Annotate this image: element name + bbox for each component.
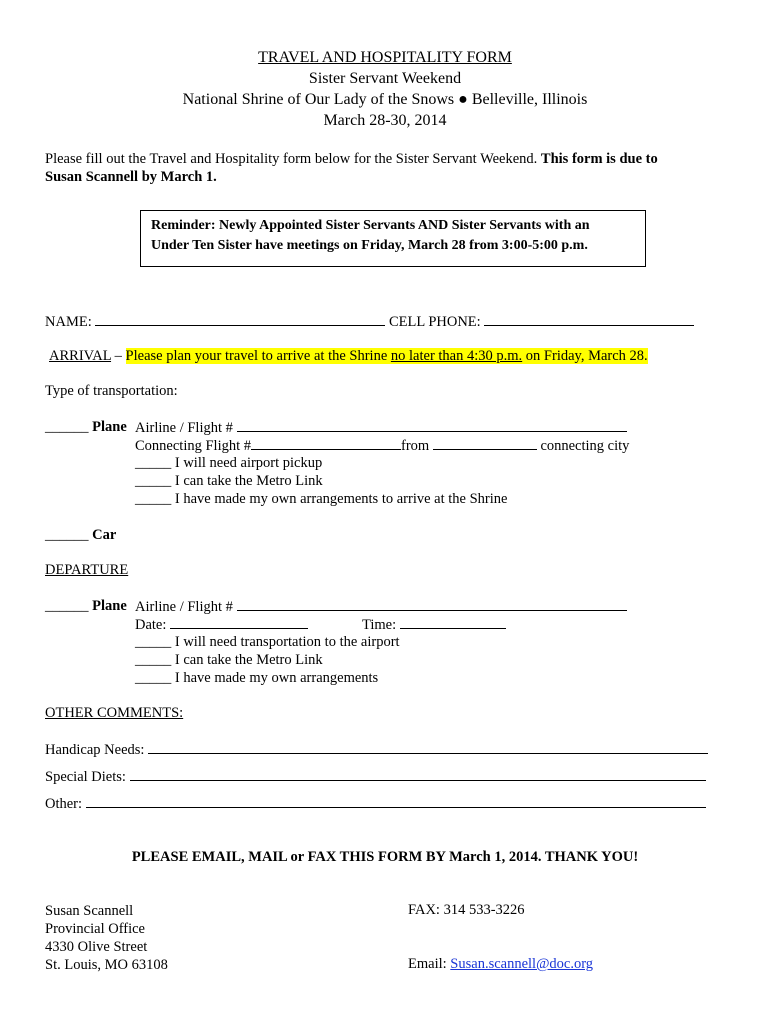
departure-heading: DEPARTURE (45, 562, 129, 578)
intro-due-text: This form is due to (540, 151, 658, 167)
arrival-plane-checkbox[interactable]: ______ (45, 419, 89, 435)
fax-label: FAX: (408, 902, 444, 918)
arrival-option-pickup[interactable]: _____ I will need airport pickup (135, 455, 323, 471)
arrival-note (126, 348, 648, 364)
arrival-row (49, 348, 648, 365)
other-label: Other: (45, 796, 86, 812)
car-row (45, 527, 116, 544)
name-label: NAME: (45, 314, 96, 330)
departure-plane-row (45, 598, 127, 615)
diets-field[interactable] (130, 768, 706, 781)
arrival-heading: ARRIVAL (49, 348, 112, 364)
fax-row (408, 902, 525, 919)
departure-date-field[interactable] (170, 616, 308, 629)
contact-city: St. Louis, MO 63108 (45, 957, 168, 973)
departure-plane-checkbox[interactable]: ______ (45, 598, 89, 614)
handicap-label: Handicap Needs: (45, 742, 149, 758)
arrival-note-part-3: on Friday, March 28. (522, 348, 648, 364)
arrival-option-metro[interactable]: _____ I can take the Metro Link (135, 473, 323, 489)
name-cell-row (45, 313, 694, 331)
event-location: National Shrine of Our Lady of the Snows ● Belleville, Illinois (182, 91, 588, 108)
connecting-flight-label: Connecting Flight # (135, 438, 251, 454)
intro-due-recipient: Susan Scannell by March 1. (45, 169, 217, 185)
other-row (45, 795, 706, 813)
arrival-plane-label: Plane (92, 419, 127, 435)
other-field[interactable] (86, 795, 706, 808)
comments-heading: OTHER COMMENTS: (45, 705, 184, 721)
departure-date-row (135, 616, 308, 634)
reminder-box (140, 210, 646, 267)
form-title: TRAVEL AND HOSPITALITY FORM (258, 49, 512, 66)
departure-option-own[interactable]: _____ I have made my own arrangements (135, 670, 379, 686)
reminder-line-2: Under Ten Sister have meetings on Friday, March 28 from 3:00-5:00 p.m. (151, 238, 588, 253)
arrival-airline-label: Airline / Flight # (135, 420, 237, 436)
departure-option-transport[interactable]: _____ I will need transportation to the airport (135, 634, 400, 650)
arrival-option-own[interactable]: _____ I have made my own arrangements to arrive at the Shrine (135, 491, 508, 507)
departure-airline-label: Airline / Flight # (135, 599, 237, 615)
email-label: Email: (408, 956, 451, 972)
cell-phone-field[interactable] (484, 313, 694, 326)
diets-row (45, 768, 706, 786)
connecting-flight-row (135, 437, 629, 455)
contact-name: Susan Scannell (45, 903, 134, 919)
arrival-deadline: no later than 4:30 p.m. (390, 348, 523, 364)
event-dates: March 28-30, 2014 (323, 112, 447, 129)
contact-address (45, 902, 168, 974)
reminder-line-1: Reminder: Newly Appointed Sister Servants AND Sister Servants with an (151, 218, 590, 233)
email-link[interactable]: Susan.scannell@doc.org (450, 956, 594, 972)
arrival-plane-row (45, 419, 127, 436)
departure-airline-row (135, 598, 627, 616)
contact-street: 4330 Olive Street (45, 939, 148, 955)
arrival-airline-row (135, 419, 627, 437)
arrival-airline-field[interactable] (237, 419, 627, 432)
departure-plane-label: Plane (92, 598, 127, 614)
contact-office: Provincial Office (45, 921, 145, 937)
name-field[interactable] (95, 313, 385, 326)
diets-label: Special Diets: (45, 769, 130, 785)
handicap-row (45, 741, 708, 759)
car-label: Car (92, 527, 117, 543)
connecting-city-field[interactable] (433, 437, 537, 450)
departure-date-label: Date: (135, 617, 171, 633)
fax-number: 314 533-3226 (443, 902, 525, 918)
departure-time-field[interactable] (400, 616, 506, 629)
intro-line-1 (45, 151, 658, 168)
intro-text: Please fill out the Travel and Hospitality form below for the Sister Servant Weekend. (45, 151, 541, 167)
submission-note: PLEASE EMAIL, MAIL or FAX THIS FORM BY March 1, 2014. THANK YOU! (131, 849, 639, 865)
from-label: from (401, 438, 433, 454)
arrival-note-part-1: Please plan your travel to arrive at the Shrine (125, 348, 391, 364)
event-name: Sister Servant Weekend (308, 70, 462, 87)
car-checkbox[interactable]: ______ (45, 527, 89, 543)
transport-label: Type of transportation: (45, 383, 178, 399)
departure-option-metro[interactable]: _____ I can take the Metro Link (135, 652, 323, 668)
handicap-field[interactable] (148, 741, 708, 754)
arrival-dash: – (111, 348, 126, 364)
departure-time-label: Time: (362, 617, 400, 633)
cell-phone-label: CELL PHONE: (385, 314, 485, 330)
departure-airline-field[interactable] (237, 598, 627, 611)
email-row (408, 956, 593, 973)
connecting-flight-field[interactable] (251, 437, 401, 450)
departure-time-row (362, 616, 506, 634)
connecting-city-label: connecting city (536, 438, 630, 454)
